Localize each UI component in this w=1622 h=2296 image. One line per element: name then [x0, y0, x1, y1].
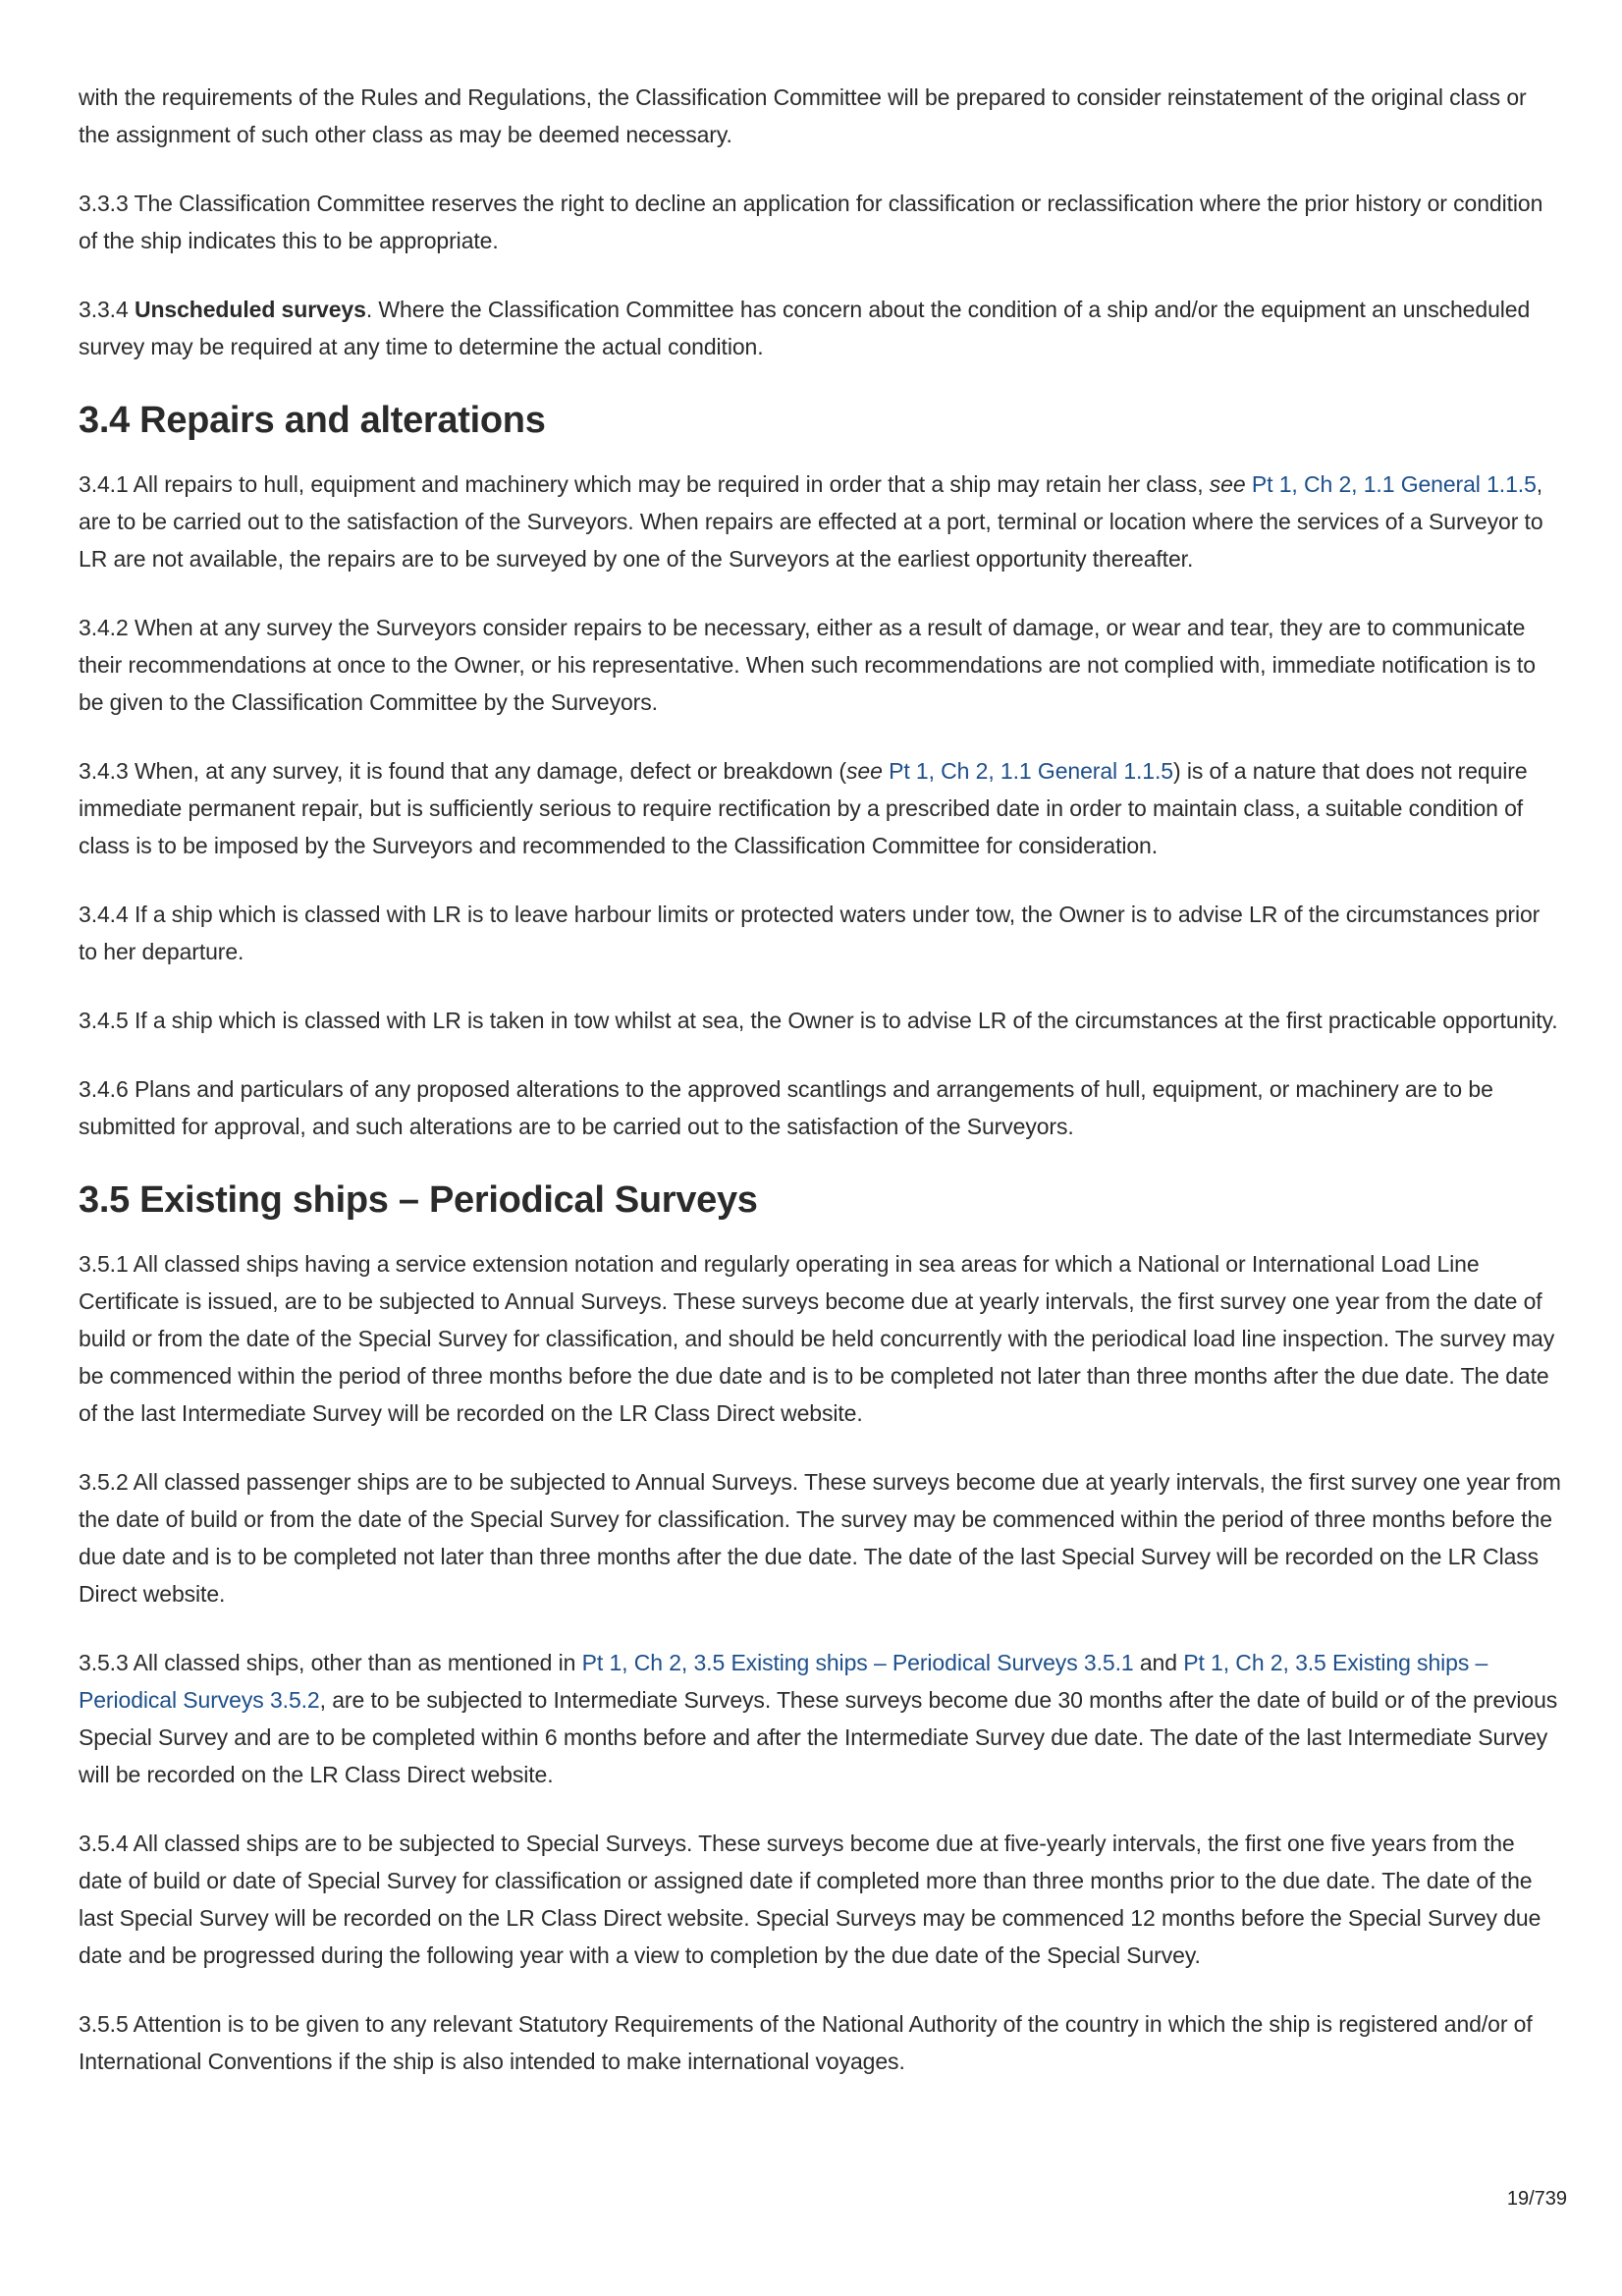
paragraph-3-5-1: 3.5.1 All classed ships having a service extension notation and regularly operating in sea areas for which a National or International Load Line Certificate is issued, are to be subjected to Annual Surveys. These surveys become due at yearly intervals, the first survey one year from the date of build or from the date of the Special Survey for classification, and should be held concurrently with the periodical load line inspection. The survey may be commenced within the period of three months before the due date and is to be completed not later than three months after the due date. The date of the last Intermediate Survey will be recorded on the LR Class Direct website. — [79, 1251, 1555, 1426]
paragraph-text: 3.5.3 All classed ships, other than as mentioned in — [79, 1650, 582, 1675]
paragraph-text: 3.4.3 When, at any survey, it is found that any damage, defect or breakdown ( — [79, 758, 846, 784]
paragraph-3-4-6: 3.4.6 Plans and particulars of any proposed alterations to the approved scantlings and arrangements of hull, equipment, or machinery are to be submitted for approval, and such alterations are to be carried out to the satisfaction of the Surveyors. — [79, 1076, 1493, 1139]
see-italic: see — [1209, 471, 1246, 497]
bold-term: Unscheduled surveys — [134, 297, 366, 322]
paragraph-3-4-1 — [79, 465, 1563, 577]
paragraph-3-5-3 — [79, 1644, 1563, 1793]
cross-reference-link[interactable]: Pt 1, Ch 2, 3.5 Existing ships – Periodical Surveys 3.5.2 — [79, 1650, 1488, 1713]
page-number: 19/739 — [1506, 2188, 1567, 2210]
see-italic: see — [845, 758, 883, 784]
paragraph-text: , are to be carried out to the satisfaction of the Surveyors. When repairs are effected at a port, terminal or location where the services of a Surveyor to LR are not available, the repairs are to be surveyed by one of the Surveyors at the earliest opportunity thereafter. — [79, 471, 1543, 572]
paragraph-3-5-2: 3.5.2 All classed passenger ships are to be subjected to Annual Surveys. These surveys become due at yearly intervals, the first survey one year from the date of build or from the date of the Special Survey for classification. The survey may be commenced within the period of three months before the due date and is to be completed not later than three months after the due date. The date of the last Special Survey will be recorded on the LR Class Direct website. — [79, 1469, 1561, 1607]
document-body — [79, 79, 1563, 2111]
paragraph-intro: with the requirements of the Rules and Regulations, the Classification Committee will be prepared to consider reinstatement of the original class or the assignment of such other class as may be deemed necessary. — [79, 84, 1527, 147]
cross-reference-link[interactable]: Pt 1, Ch 2, 3.5 Existing ships – Periodical Surveys 3.5.1 — [581, 1650, 1134, 1675]
paragraph-3-4-4: 3.4.4 If a ship which is classed with LR is to leave harbour limits or protected waters under tow, the Owner is to advise LR of the circumstances prior to her departure. — [79, 902, 1541, 964]
section-heading-3-5: 3.5 Existing ships – Periodical Surveys — [79, 1179, 758, 1221]
paragraph-text: , are to be subjected to Intermediate Surveys. These surveys become due 30 months after the date of build or of the previous Special Survey and are to be completed within 6 months before and after the Intermediate Survey due date. The date of the last Intermediate Survey will be recorded on the LR Class Direct website. — [79, 1687, 1558, 1787]
cross-reference-link[interactable]: Pt 1, Ch 2, 1.1 General 1.1.5 — [889, 758, 1173, 784]
paragraph-text: 3.4.1 All repairs to hull, equipment and machinery which may be required in order that a ship may retain her class, — [79, 471, 1210, 497]
paragraph-3-4-2: 3.4.2 When at any survey the Surveyors consider repairs to be necessary, either as a result of damage, or wear and tear, they are to communicate their recommendations at once to the Owner, or his representative. When such recommendations are not complied with, immediate notification is to be given to the Classification Committee by the Surveyors. — [79, 615, 1536, 715]
paragraph-3-5-5: 3.5.5 Attention is to be given to any relevant Statutory Requirements of the National Authority of the country in which the ship is registered and/or of International Conventions if the ship is also intended to make international voyages. — [79, 2011, 1533, 2074]
paragraph-3-4-3 — [79, 752, 1563, 864]
paragraph-3-3-3: 3.3.3 The Classification Committee reserves the right to decline an application for classification or reclassification where the prior history or condition of the ship indicates this to be appropriate. — [79, 191, 1543, 253]
paragraph-3-4-5: 3.4.5 If a ship which is classed with LR is taken in tow whilst at sea, the Owner is to advise LR of the circumstances at the first practicable opportunity. — [79, 1008, 1558, 1033]
section-heading-3-4: 3.4 Repairs and alterations — [79, 400, 546, 441]
paragraph-text: ) is of a nature that does not require immediate permanent repair, but is sufficiently serious to require rectification by a prescribed date in order to maintain class, a suitable condition of class is to be imposed by the Surveyors and recommended to the Classification Committee for consideration. — [79, 758, 1528, 858]
cross-reference-link[interactable]: Pt 1, Ch 2, 1.1 General 1.1.5 — [1251, 471, 1537, 497]
paragraph-text: . Where the Classification Committee has concern about the condition of a ship and/or the equipment an unscheduled survey may be required at any time to determine the actual condition. — [79, 297, 1531, 359]
paragraph-3-5-4: 3.5.4 All classed ships are to be subjected to Special Surveys. These surveys become due at five-yearly intervals, the first one five years from the date of build or date of Special Survey for classification or assigned date if completed more than three months prior to the due date. The date of the last Special Survey will be recorded on the LR Class Direct website. Special Surveys may be commenced 12 months before the Special Survey due date and be progressed during the following year with a view to completion by the due date of the Special Survey. — [79, 1831, 1541, 1968]
paragraph-number: 3.3.4 — [79, 297, 135, 322]
paragraph-text: and — [1133, 1650, 1184, 1675]
paragraph-3-3-4 — [79, 291, 1563, 365]
